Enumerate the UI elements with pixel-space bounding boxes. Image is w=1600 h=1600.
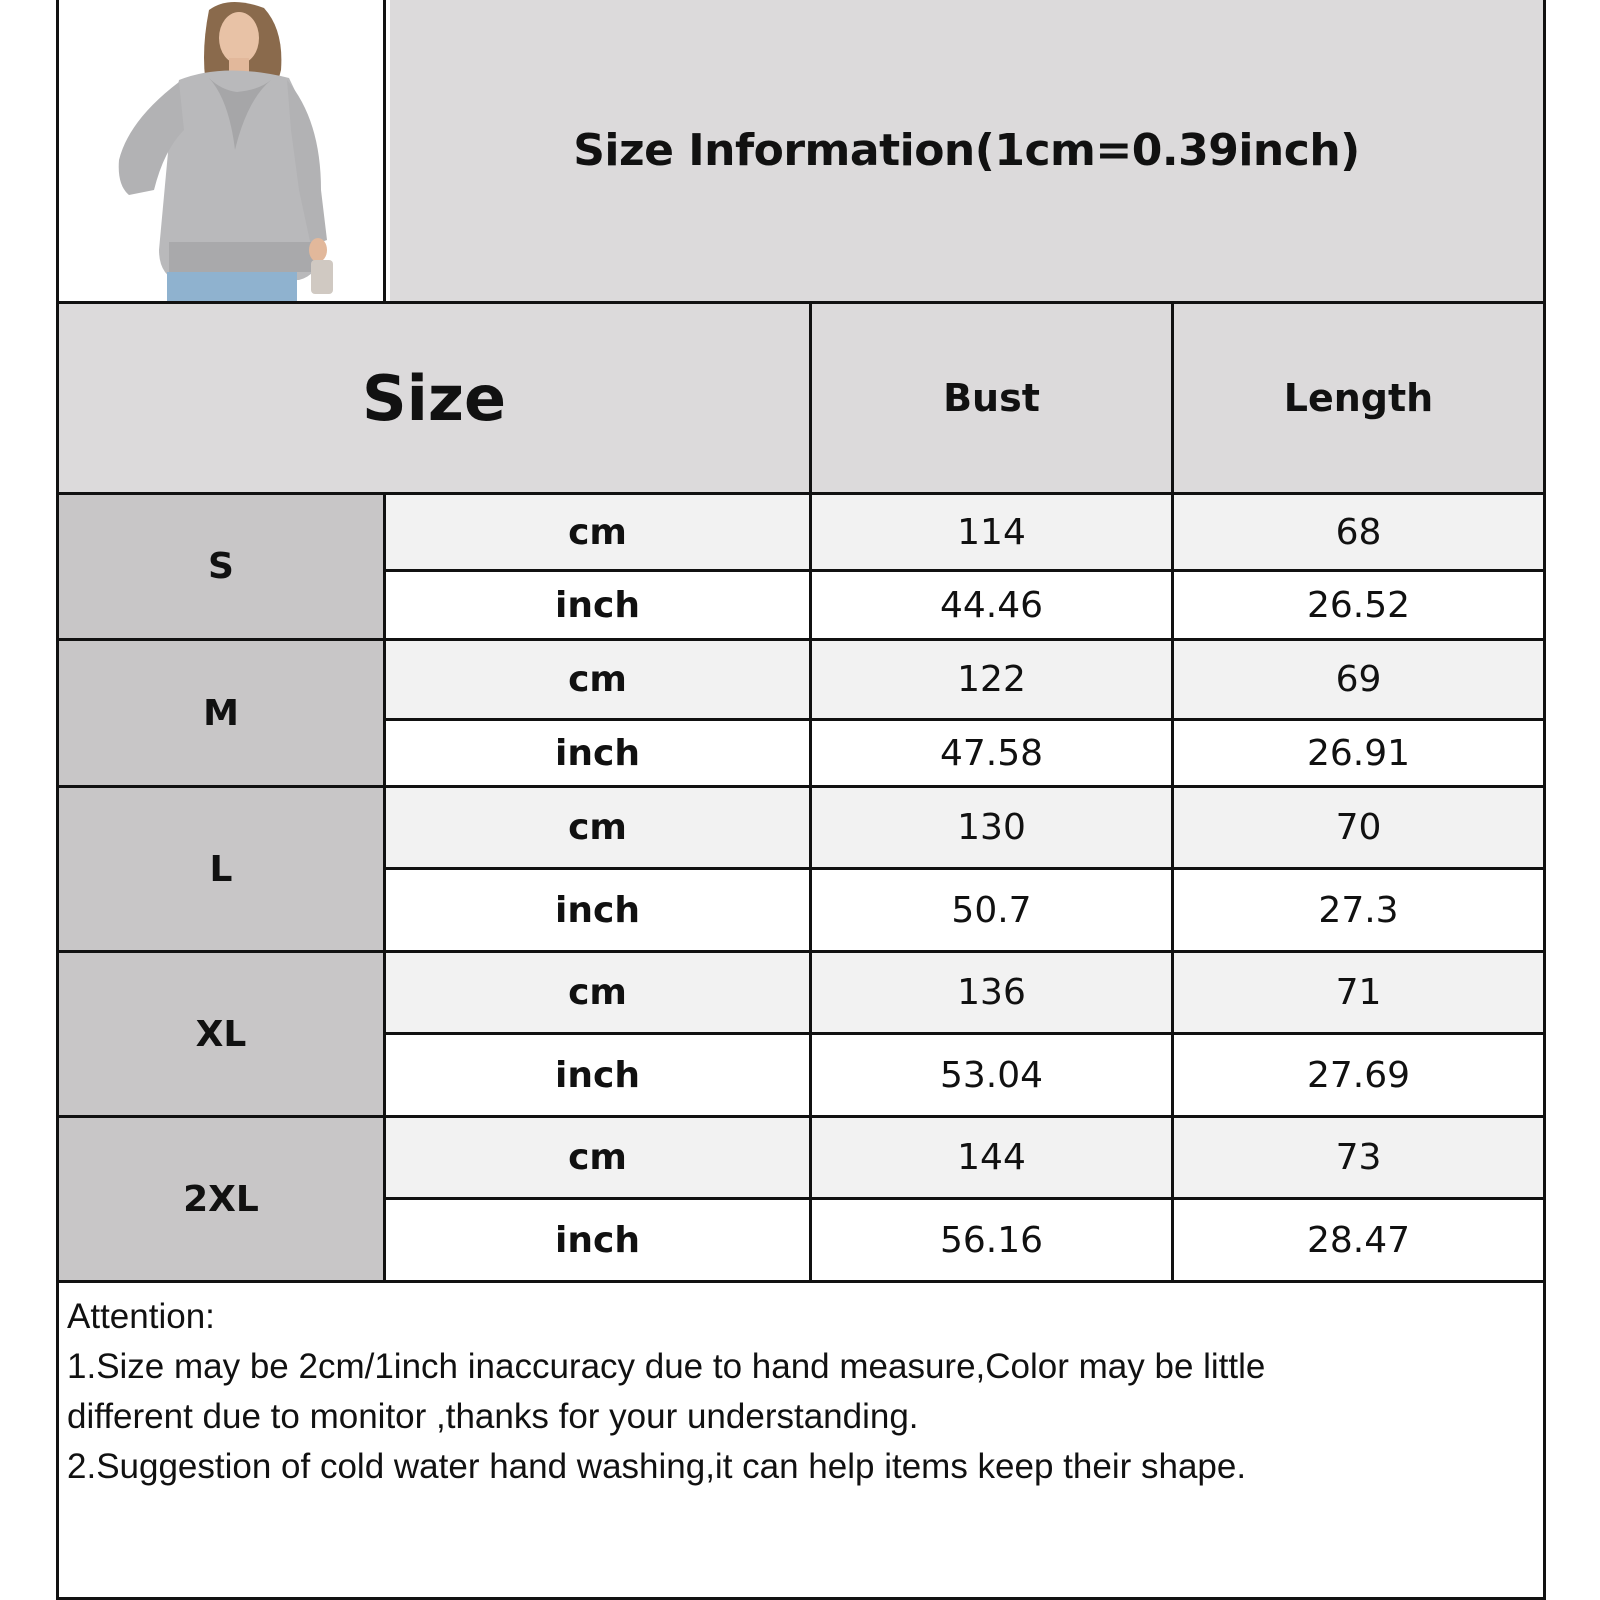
bust-cell: 114 xyxy=(812,495,1174,569)
unit-cell: cm xyxy=(386,495,812,569)
note-line: 2.Suggestion of cold water hand washing,it can help items keep their shape. xyxy=(67,1447,1247,1486)
unit-cell: cm xyxy=(386,1118,812,1197)
bust-cell: 56.16 xyxy=(812,1200,1174,1280)
bust-cell: 144 xyxy=(812,1118,1174,1197)
unit-cell: cm xyxy=(386,953,812,1032)
length-cell: 73 xyxy=(1335,1137,1382,1178)
cm-row xyxy=(386,953,1543,1035)
size-label: XL xyxy=(59,953,386,1115)
chart-header xyxy=(59,0,1543,304)
unit-cell: cm xyxy=(386,788,812,867)
size-column-header: Size xyxy=(59,304,812,492)
cm-row xyxy=(386,1118,1543,1200)
size-group xyxy=(59,788,1543,953)
inch-row xyxy=(386,1200,1543,1280)
length-cell: 69 xyxy=(1335,659,1382,700)
bust-cell: 44.46 xyxy=(812,572,1174,638)
bust-cell: 50.7 xyxy=(812,870,1174,950)
cm-row xyxy=(386,495,1543,572)
size-group xyxy=(59,495,1543,641)
bust-cell: 53.04 xyxy=(812,1035,1174,1115)
chart-title: Size Information(1cm=0.39inch) xyxy=(573,125,1360,176)
inch-row xyxy=(386,1035,1543,1115)
length-cell: 27.3 xyxy=(1318,889,1399,931)
size-label: S xyxy=(59,495,386,638)
unit-cell: cm xyxy=(386,641,812,718)
bust-cell: 130 xyxy=(812,788,1174,867)
size-label: 2XL xyxy=(59,1118,386,1280)
size-group xyxy=(59,641,1543,788)
notes-heading: Attention: xyxy=(67,1297,215,1336)
size-group xyxy=(59,1118,1543,1283)
bust-column-header: Bust xyxy=(812,304,1174,492)
length-cell: 70 xyxy=(1335,807,1382,848)
unit-cell: inch xyxy=(386,1035,812,1115)
length-cell: 68 xyxy=(1335,511,1382,553)
unit-cell: inch xyxy=(386,572,812,638)
cm-row xyxy=(386,641,1543,721)
length-cell: 27.69 xyxy=(1306,1054,1411,1096)
unit-cell: inch xyxy=(386,1200,812,1280)
size-chart xyxy=(56,0,1546,1600)
inch-row xyxy=(386,572,1543,638)
column-header-row xyxy=(59,304,1543,495)
length-cell: 28.47 xyxy=(1306,1219,1411,1261)
length-cell: 26.91 xyxy=(1306,732,1411,774)
unit-cell: inch xyxy=(386,721,812,785)
length-cell: 26.52 xyxy=(1306,584,1411,626)
title-cell xyxy=(386,0,1543,301)
unit-cell: inch xyxy=(386,870,812,950)
inch-row xyxy=(386,721,1543,785)
length-cell: 71 xyxy=(1335,972,1382,1013)
product-photo xyxy=(59,0,386,301)
note-line: 1.Size may be 2cm/1inch inaccuracy due to hand measure,Color may be little xyxy=(67,1347,1266,1386)
inch-row xyxy=(386,870,1543,950)
size-label: L xyxy=(59,788,386,950)
size-group xyxy=(59,953,1543,1118)
bust-cell: 136 xyxy=(812,953,1174,1032)
size-label: M xyxy=(59,641,386,785)
model-photo-illustration xyxy=(59,0,383,301)
attention-notes xyxy=(67,1292,1527,1492)
bust-cell: 122 xyxy=(812,641,1174,718)
length-column-header: Length xyxy=(1174,304,1543,492)
bust-cell: 47.58 xyxy=(812,721,1174,785)
note-line: different due to monitor ,thanks for your understanding. xyxy=(67,1397,919,1436)
cm-row xyxy=(386,788,1543,870)
